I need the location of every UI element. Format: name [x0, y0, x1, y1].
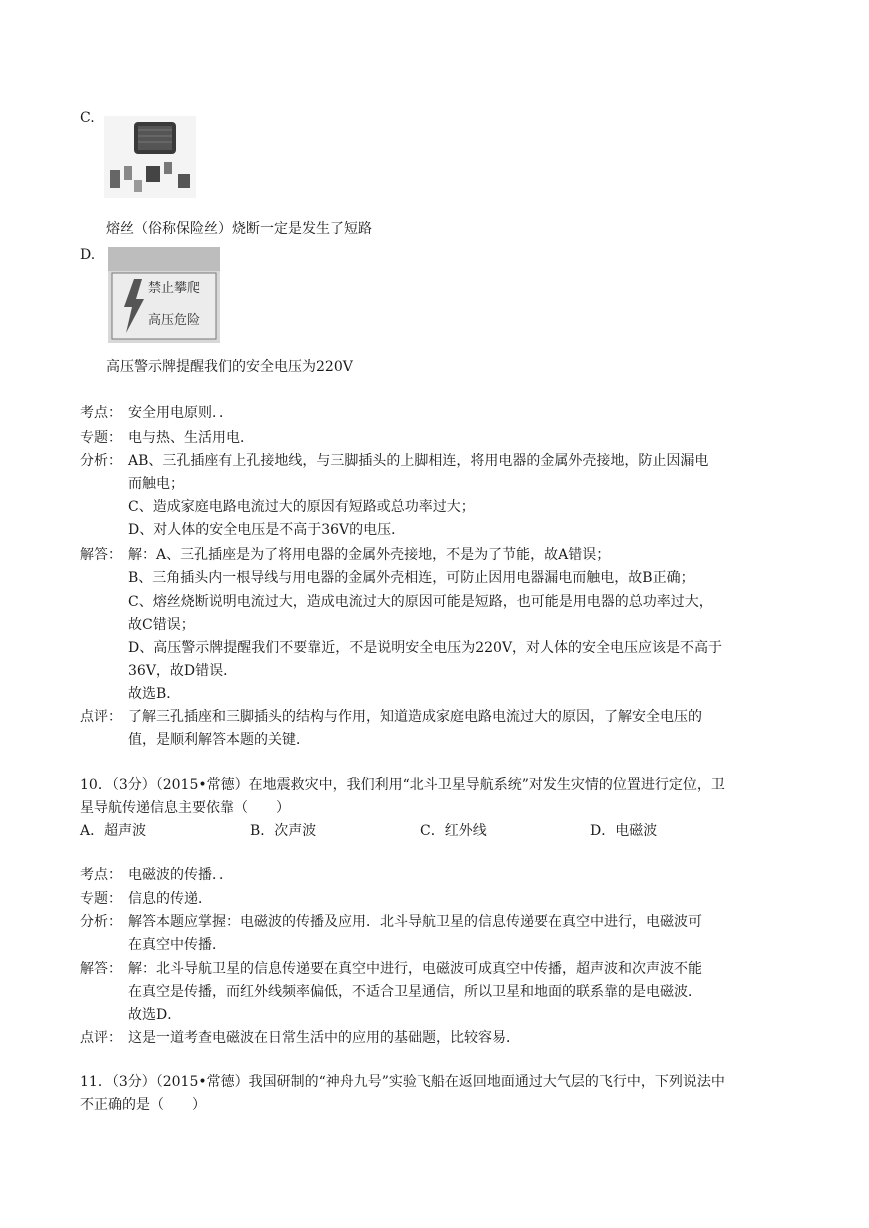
fenxi-line: C、造成家庭电路电流过大的原因有短路或总功率过大； — [128, 499, 475, 515]
fenxi-line: AB、三孔插座有上孔接地线，与三脚插头的上脚相连，将用电器的金属外壳接地，防止因漏电 — [128, 453, 709, 469]
zhuanti-label: 专题： — [80, 430, 122, 446]
kaodian-label: 考点： — [80, 405, 122, 421]
q11-stem-line2: 不正确的是（ ） — [80, 1097, 206, 1113]
q10-option-c: C．红外线 — [420, 823, 487, 839]
q10-option-d: D．电磁波 — [590, 823, 658, 839]
fenxi-line: 而触电； — [128, 476, 184, 492]
dianping-label: 点评： — [80, 709, 122, 725]
jieda-line: 故选B． — [128, 686, 181, 702]
high-voltage-sign-image — [108, 247, 220, 343]
sign-line2: 高压危险 — [148, 313, 201, 328]
dianping-label: 点评： — [80, 1030, 122, 1046]
jieda-line: 故C错误； — [128, 617, 195, 633]
q11-stem-line1: 11．（3分）（2015•常德）我国研制的“神舟九号”实验飞船在返回地面通过大气层的飞行中，下列说法中 — [80, 1074, 725, 1090]
fenxi-label: 分析： — [80, 914, 122, 930]
fuse-wire-image — [104, 116, 196, 198]
q10-option-b: B．次声波 — [250, 823, 317, 839]
q10-stem-line2: 星导航传递信息主要依靠（ ） — [80, 800, 290, 816]
option-c-caption: 熔丝（俗称保险丝）烧断一定是发生了短路 — [106, 221, 372, 237]
fenxi-label: 分析： — [80, 453, 122, 469]
jieda-line: 在真空是传播，而红外线频率偏低，不适合卫星通信，所以卫星和地面的联系靠的是电磁波． — [128, 984, 702, 1000]
zhuanti-text: 电与热、生活用电． — [128, 430, 254, 446]
jieda-line: 解：北斗导航卫星的信息传递要在真空中进行，电磁波可成真空中传播，超声波和次声波不能 — [128, 961, 702, 977]
option-d-caption: 高压警示牌提醒我们的安全电压为220V — [106, 359, 353, 375]
jieda-line: 解：A、三孔插座是为了将用电器的金属外壳接地，不是为了节能，故A错误； — [128, 547, 611, 563]
dianping-line: 了解三孔插座和三脚插头的结构与作用，知道造成家庭电路电流过大的原因，了解安全电压的 — [128, 709, 702, 725]
jieda-line: D、高压警示牌提醒我们不要靠近，不是说明安全电压为220V，对人体的安全电压应该是不高于 — [128, 640, 723, 656]
sign-line1: 禁止攀爬 — [148, 281, 201, 296]
fenxi-line: 在真空中传播． — [128, 937, 226, 953]
q10-stem-line1: 10．（3分）（2015•常德）在地震救灾中，我们利用“北斗卫星导航系统”对发生灾情的位置进行定位，卫 — [80, 777, 725, 793]
zhuanti-label: 专题： — [80, 891, 122, 907]
dianping-line: 这是一道考查电磁波在日常生活中的应用的基础题，比较容易． — [128, 1030, 520, 1046]
kaodian-label: 考点： — [80, 867, 122, 883]
jieda-label: 解答： — [80, 961, 122, 977]
jieda-line: 故选D． — [128, 1007, 182, 1023]
q10-option-a: A．超声波 — [80, 823, 147, 839]
fenxi-line: D、对人体的安全电压是不高于36V的电压． — [128, 522, 406, 538]
dianping-line: 值，是顺利解答本题的关键． — [128, 732, 310, 748]
option-c-letter: C. — [80, 110, 95, 126]
jieda-line: C、熔丝烧断说明电流过大，造成电流过大的原因可能是短路，也可能是用电器的总功率过大， — [128, 594, 713, 610]
fenxi-line: 解答本题应掌握：电磁波的传播及应用．北斗导航卫星的信息传递要在真空中进行，电磁波可 — [128, 914, 702, 930]
kaodian-text: 电磁波的传播．． — [128, 867, 233, 883]
jieda-label: 解答： — [80, 547, 122, 563]
zhuanti-text: 信息的传递． — [128, 891, 212, 907]
kaodian-text: 安全用电原则．． — [128, 405, 233, 421]
option-d-letter: D. — [80, 247, 96, 263]
jieda-line: 36V，故D错误． — [128, 663, 238, 679]
jieda-line: B、三角插头内一根导线与用电器的金属外壳相连，可防止因用电器漏电而触电，故B正确； — [128, 570, 695, 586]
